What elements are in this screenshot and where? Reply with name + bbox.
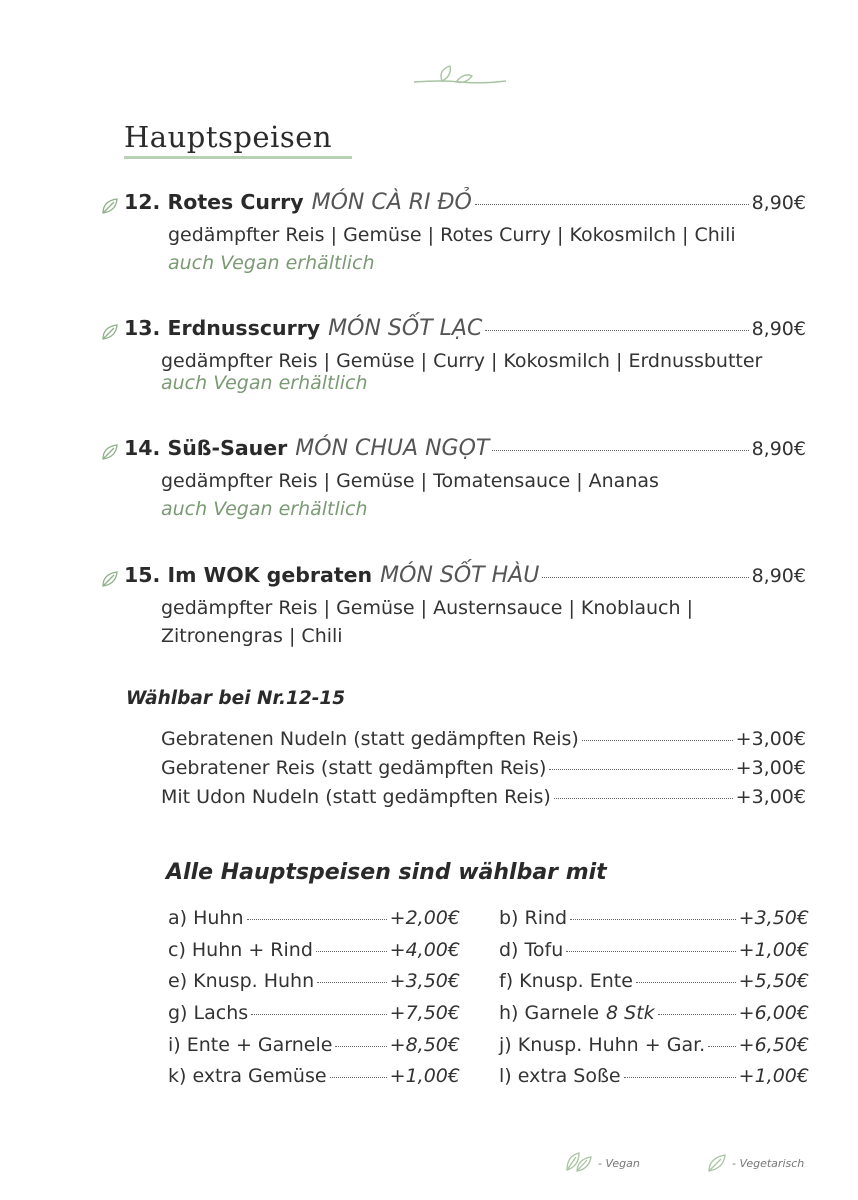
dot-leader [251, 1014, 387, 1015]
dot-leader [554, 798, 733, 799]
dot-leader [492, 450, 748, 451]
vine-ornament-icon [412, 62, 508, 92]
title-underline [124, 156, 352, 159]
dot-leader [485, 330, 748, 331]
option-label: e) Knusp. Huhn [168, 970, 315, 992]
dot-leader [566, 951, 735, 952]
option-price: +3,50€ [738, 907, 809, 929]
option-price: +3,00€ [735, 757, 806, 779]
dish-name: 12. Rotes Curry [124, 190, 304, 214]
dish-vietnamese-name: MÓN CHUA NGỌT [295, 436, 490, 461]
dish-price: 8,90€ [751, 192, 806, 214]
legend-vegan: - Vegan [598, 1157, 640, 1170]
option-price: +3,00€ [735, 786, 806, 808]
dish-name: 15. Im WOK gebraten [124, 563, 373, 587]
upgrade-option [161, 728, 806, 750]
leaf-icon [101, 197, 119, 215]
dot-leader [330, 1077, 387, 1078]
dish-description-line2: Zitronengras | Chili [161, 625, 343, 647]
dish-header [124, 190, 806, 215]
vegan-note: auch Vegan erhältlich [161, 498, 368, 520]
protein-option [499, 1065, 809, 1087]
dish-description: gedämpfter Reis | Gemüse | Austernsauce | Knoblauch | [161, 597, 693, 619]
leaf-icon [101, 443, 119, 461]
dish-vietnamese-name: MÓN CÀ RI ĐỎ [311, 190, 472, 215]
option-price: +5,50€ [738, 970, 809, 992]
protein-option [168, 939, 460, 961]
option-label: b) Rind [499, 907, 568, 929]
dot-leader [624, 1077, 736, 1078]
option-label: l) extra Soße [499, 1065, 621, 1087]
dot-leader [316, 951, 387, 952]
option-label: Gebratener Reis (statt gedämpften Reis) [161, 757, 547, 779]
dish-description: gedämpfter Reis | Gemüse | Curry | Kokosmilch | Erdnussbutter [161, 350, 763, 372]
option-price: +2,00€ [389, 907, 460, 929]
leaf-icon [101, 323, 119, 341]
dish-description: gedämpfter Reis | Gemüse | Tomatensauce | Ananas [161, 470, 659, 492]
dish-price: 8,90€ [751, 438, 806, 460]
protein-option [499, 1034, 809, 1056]
option-price: +4,00€ [389, 939, 460, 961]
protein-options-heading: Alle Hauptspeisen sind wählbar mit [166, 860, 607, 885]
vegan-note: auch Vegan erhältlich [161, 372, 368, 394]
dish-name: 13. Erdnusscurry [124, 316, 321, 340]
waehlbar-heading: Wählbar bei Nr.12-15 [126, 688, 346, 709]
dish-price: 8,90€ [751, 565, 806, 587]
dot-leader [708, 1046, 735, 1047]
protein-option [168, 970, 460, 992]
leaf-icon [101, 570, 119, 588]
option-label: a) Huhn [168, 907, 244, 929]
dish-description: gedämpfter Reis | Gemüse | Rotes Curry | Kokosmilch | Chili [168, 224, 736, 246]
protein-option [168, 1002, 460, 1024]
option-price: +1,00€ [389, 1065, 460, 1087]
option-price: +1,00€ [738, 1065, 809, 1087]
option-label: k) extra Gemüse [168, 1065, 327, 1087]
dish-name: 14. Süß-Sauer [124, 436, 288, 460]
dot-leader [582, 740, 733, 741]
upgrade-option [161, 757, 806, 779]
option-label: f) Knusp. Ente [499, 970, 633, 992]
dish-header [124, 316, 806, 341]
dot-leader [317, 982, 387, 983]
option-label: j) Knusp. Huhn + Gar. [499, 1034, 706, 1056]
dish-vietnamese-name: MÓN SỐT HÀU [380, 563, 540, 588]
protein-option [168, 1034, 460, 1056]
option-price: +1,00€ [738, 939, 809, 961]
dot-leader [475, 204, 749, 205]
option-price: +8,50€ [389, 1034, 460, 1056]
protein-option [499, 939, 809, 961]
option-price: +6,00€ [738, 1002, 809, 1024]
option-price: +3,00€ [735, 728, 806, 750]
dish-header [124, 436, 806, 461]
dish-vietnamese-name: MÓN SỐT LẠC [328, 316, 483, 341]
option-price: +6,50€ [738, 1034, 809, 1056]
option-label: Mit Udon Nudeln (statt gedämpften Reis) [161, 786, 551, 808]
option-quantity: 8 Stk [606, 1002, 655, 1024]
dot-leader [247, 919, 387, 920]
protein-option [499, 970, 809, 992]
leaf-icon [706, 1152, 728, 1174]
legend-vegetarisch: - Vegetarisch [732, 1157, 805, 1170]
section-title: Hauptspeisen [124, 120, 333, 154]
dot-leader [335, 1046, 386, 1047]
dot-leader [542, 577, 748, 578]
dot-leader [658, 1014, 736, 1015]
dot-leader [549, 769, 732, 770]
vegan-note: auch Vegan erhältlich [168, 252, 375, 274]
upgrade-option [161, 786, 806, 808]
protein-option [499, 1002, 809, 1024]
double-leaf-icon [564, 1150, 594, 1174]
protein-option [168, 907, 460, 929]
option-label: g) Lachs [168, 1002, 249, 1024]
dot-leader [570, 919, 736, 920]
protein-option [499, 907, 809, 929]
option-label: i) Ente + Garnele [168, 1034, 333, 1056]
protein-option [168, 1065, 460, 1087]
option-label: Gebratenen Nudeln (statt gedämpften Reis) [161, 728, 579, 750]
option-label: d) Tofu [499, 939, 564, 961]
option-label: c) Huhn + Rind [168, 939, 313, 961]
option-label: h) Garnele [499, 1002, 600, 1024]
dot-leader [636, 982, 736, 983]
option-price: +3,50€ [389, 970, 460, 992]
option-price: +7,50€ [389, 1002, 460, 1024]
dish-header [124, 563, 806, 588]
dish-price: 8,90€ [751, 318, 806, 340]
